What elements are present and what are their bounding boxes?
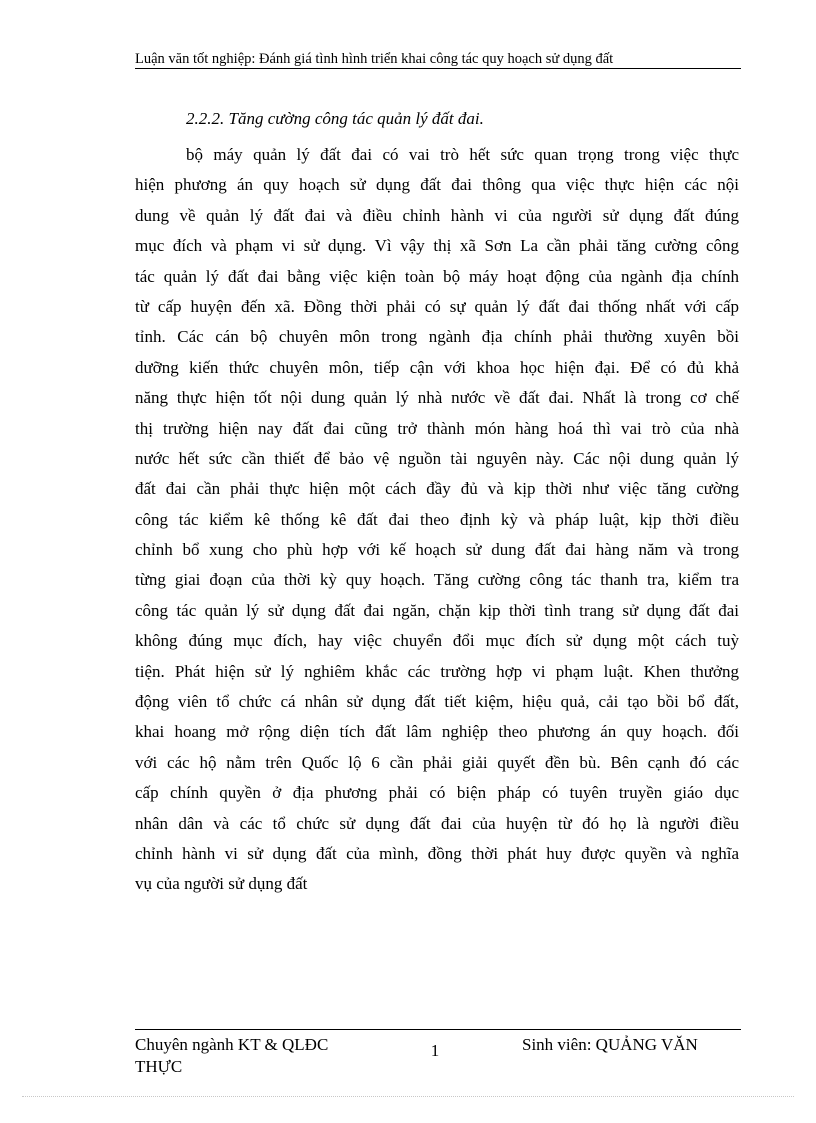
body-paragraph [135, 140, 739, 900]
body-line: dung về quản lý đất đai và điều chỉnh hành vi của người sử dụng đất đúng [135, 205, 739, 225]
body-line: công tác quản lý sử dụng đất đai ngăn, chặn kịp thời tình trang sử dụng đất đai [135, 600, 739, 620]
body-line: dưỡng kiến thức chuyên môn, tiếp cận với khoa học hiện đại. Để có đủ khả [135, 357, 739, 377]
body-line: chỉnh hành vi sử dụng đất của mình, đồng thời phát huy được quyền và nghĩa [135, 843, 739, 863]
body-line: từ cấp huyện đến xã. Đồng thời phải có sự quản lý đất đai thống nhất với cấp [135, 296, 739, 316]
footer-major-line: THỰC [135, 1057, 183, 1076]
body-line: công tác kiểm kê thống kê đất đai theo định kỳ và pháp luật, kịp thời điều [135, 509, 739, 529]
footer-divider [135, 1029, 741, 1030]
body-line: năng thực hiện tốt nội dung quản lý nhà nước về đất đai. Nhất là trong cơ chế [135, 388, 739, 408]
body-line: bộ máy quản lý đất đai có vai trò hết sức quan trọng trong việc thực [186, 145, 739, 164]
body-line: tác quản lý đất đai bằng việc kiện toàn bộ máy hoạt động của ngành địa chính [135, 266, 739, 286]
body-line: hiện phương án quy hoạch sử dụng đất đai thông qua việc thực hiện các nội [135, 175, 739, 195]
body-line: với các hộ nằm trên Quốc lộ 6 cần phải giải quyết đền bù. Bên cạnh đó các [135, 752, 739, 772]
header-divider [135, 68, 741, 69]
page-number: 1 [430, 1041, 440, 1060]
body-line: khai hoang mở rộng diện tích đất lâm nghiệp theo phương án quy hoạch. đối [135, 722, 739, 742]
footer-major-line: Chuyên ngành KT & QLĐC [135, 1035, 329, 1054]
footer-student: Sinh viên: QUẢNG VĂN [522, 1035, 698, 1054]
body-line: thị trường hiện nay đất đai cũng trở thành món hàng hoá thì vai trò của nhà [135, 418, 739, 438]
body-line: nhân dân và các tổ chức sử dụng đất đai của huyện từ đó họ là người điều [135, 813, 739, 833]
body-line: cấp chính quyền ở địa phương phải có biện pháp có tuyên truyền giáo dục [135, 783, 739, 803]
body-line: tiện. Phát hiện sử lý nghiêm khắc các trường hợp vi phạm luật. Khen thưởng [135, 661, 739, 681]
running-header: Luận văn tốt nghiệp: Đánh giá tình hình triển khai công tác quy hoạch sử dụng đất [135, 51, 614, 67]
body-line: chỉnh bổ xung cho phù hợp với kế hoạch sử dung đất đai hàng năm và trong [135, 540, 739, 560]
body-line: tỉnh. Các cán bộ chuyên môn trong ngành địa chính phải thường xuyên bồi [135, 327, 739, 347]
body-line: nước hết sức cần thiết để bảo vệ nguồn tài nguyên này. Các nội dung quản lý [135, 448, 739, 468]
page-edge-divider [22, 1096, 794, 1097]
footer-major [135, 1034, 395, 1078]
section-heading: 2.2.2. Tăng cường công tác quản lý đất đai. [186, 109, 484, 128]
body-line: động viên tổ chức cá nhân sử dụng đất tiết kiệm, hiệu quả, cải tạo bồi bổ đất, [135, 692, 739, 712]
body-line: vụ của người sử dụng đất [135, 874, 308, 894]
body-line: đất đai cần phải thực hiện một cách đầy đủ và kịp thời như việc tăng cường [135, 479, 739, 499]
body-line: không đúng mục đích, hay việc chuyển đổi mục đích sử dụng một cách tuỳ [135, 631, 739, 651]
body-line: từng giai đoạn của thời kỳ quy hoạch. Tăng cường công tác thanh tra, kiểm tra [135, 570, 739, 590]
body-line: mục đích và phạm vi sử dụng. Vì vậy thị xã Sơn La cần phải tăng cường công [135, 236, 739, 256]
